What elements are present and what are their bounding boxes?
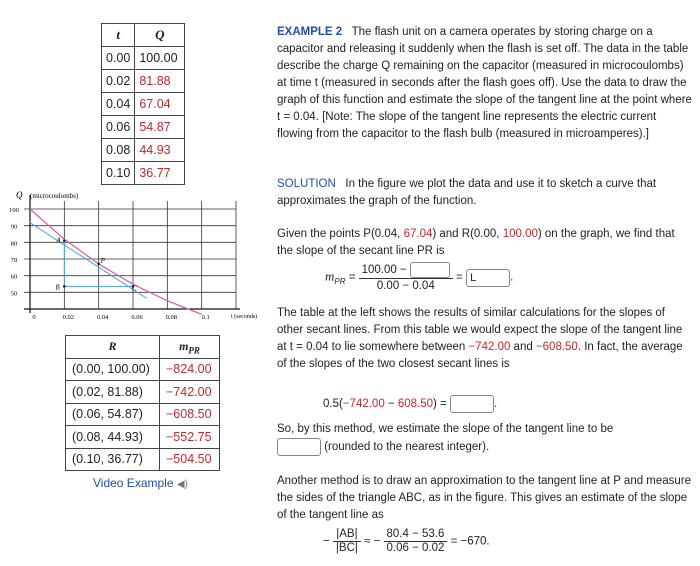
chart-grid	[24, 195, 240, 313]
point-p	[97, 263, 100, 266]
y-tick-label: 90	[10, 223, 18, 231]
secant-fraction: $\frac{100.00 -}{0.00 - 0.04}$	[359, 262, 453, 293]
table-row: 0.00 100.00	[102, 47, 185, 70]
y-tick-label: 50	[10, 290, 18, 298]
table-row: (0.00, 100.00) −824.00	[66, 358, 220, 381]
point-label-a: A	[56, 236, 61, 245]
col-header-t: t	[102, 24, 135, 47]
solution-body: In the figure we plot the data and use it to sketch a curve that approximates the graph of the function.	[277, 178, 657, 207]
answer-input-q[interactable]	[410, 262, 450, 278]
table-row: 0.10 36.77	[102, 162, 185, 185]
point-a	[63, 239, 66, 242]
table-row: 0.06 54.87	[102, 116, 185, 139]
secant-slopes-table	[65, 335, 220, 471]
table-row: (0.02, 81.88) −742.00	[66, 381, 220, 404]
secant-paragraph: Given the points P(0.04, 67.04) and R(0.00, 100.00) on the graph, we find that the slope of the secant line PR is	[277, 228, 675, 257]
point-label-b: B	[55, 283, 60, 292]
final-equation: − $\frac{|AB|}{|BC|}$ ≈ − $\frac{80.4 - 53.6}{0.06 - 0.02}$ = −670.	[323, 528, 490, 554]
solution-label: SOLUTION	[277, 178, 336, 190]
x-axis-units: t (seconds)	[231, 314, 258, 320]
y-axis-label: Q	[16, 190, 23, 200]
x-tick-label: 0.04	[96, 314, 109, 321]
tangent-line	[30, 223, 147, 299]
another-method-paragraph: Another method is to draw an approximation to the tangent line at P and measure the sides of the triangle ABC, as in the figure. This gives an estimate of the slope of the tangent line as	[277, 475, 692, 521]
y-tick-labels	[9, 207, 19, 297]
col-header-r: R	[66, 336, 160, 359]
speaker-icon: ◀)	[176, 479, 188, 490]
average-equation: 0.5(−742.00 − 608.50) = .	[323, 395, 700, 413]
video-example-link[interactable]: Video Example ◀)	[93, 476, 188, 490]
table-row: (0.08, 44.93) −552.75	[66, 426, 220, 449]
secant-equation: $m_{PR}$ = $\frac{100.00 -}{0.00 - 0.04}$ = L .	[325, 262, 585, 293]
range-paragraph: The table at the left shows the results of similar calculations for the slopes of other secant lines. From this table we would expect the slope of the tangent line at t = 0.04 to lie somewhere between −742.00 and −608.50. In fact, the average of the slopes of the two closest secant lines is	[277, 307, 683, 370]
example-text	[277, 24, 692, 143]
example-body: The flash unit on a camera operates by storing charge on a capacitor and releasing it suddenly when the flash is set off. The data in the table describe the charge Q remaining on the capacitor (measured in microcoulombs) at time t (measured in seconds after the flash goes off). Use the data to draw the graph of this function and estimate the slope of the tangent line at the point where t = 0.04. [Note: The slope of the tangent line represents the electric current flowing from the capacitor to the flash bulb (measured in microamperes).]	[277, 26, 692, 140]
charge-chart	[0, 185, 285, 325]
y-tick-label: 60	[10, 273, 18, 281]
y-tick-label: 70	[10, 257, 18, 264]
x-tick-label: 0	[32, 314, 36, 321]
answer-input-average[interactable]	[450, 395, 494, 413]
y-tick-label: 100	[9, 207, 19, 214]
table-row: 0.04 67.04	[102, 93, 185, 116]
y-axis-units: (microcoulombs)	[30, 192, 79, 200]
point-label-p: P	[100, 256, 105, 265]
point-b	[63, 285, 66, 288]
table-row: (0.10, 36.77) −504.50	[66, 448, 220, 471]
data-curve	[30, 209, 202, 314]
answer-input-estimate[interactable]	[277, 438, 321, 456]
point-label-c: C	[132, 284, 137, 293]
table-row: (0.06, 54.87) −608.50	[66, 403, 220, 426]
col-header-q: Q	[135, 24, 185, 47]
y-tick-label: 80	[10, 240, 18, 248]
x-tick-labels	[32, 314, 209, 321]
x-tick-label: 0.08	[165, 314, 178, 321]
x-tick-label: 0.06	[131, 314, 143, 321]
example-title: EXAMPLE 2	[277, 26, 343, 38]
col-header-mpr: $m_{PR}$	[160, 336, 220, 359]
solution-text	[277, 176, 692, 210]
chart-marks	[30, 209, 202, 314]
answer-input-slope[interactable]: L	[466, 269, 510, 287]
x-tick-label: 0.1	[201, 314, 210, 321]
table-row: 0.02 81.88	[102, 70, 185, 93]
data-table	[101, 23, 185, 185]
estimate-paragraph: So, by this method, we estimate the slope of the tangent line to be (rounded to the nearest integer).	[277, 421, 692, 456]
x-tick-label: 0.02	[62, 314, 75, 321]
table-row: 0.08 44.93	[102, 139, 185, 162]
